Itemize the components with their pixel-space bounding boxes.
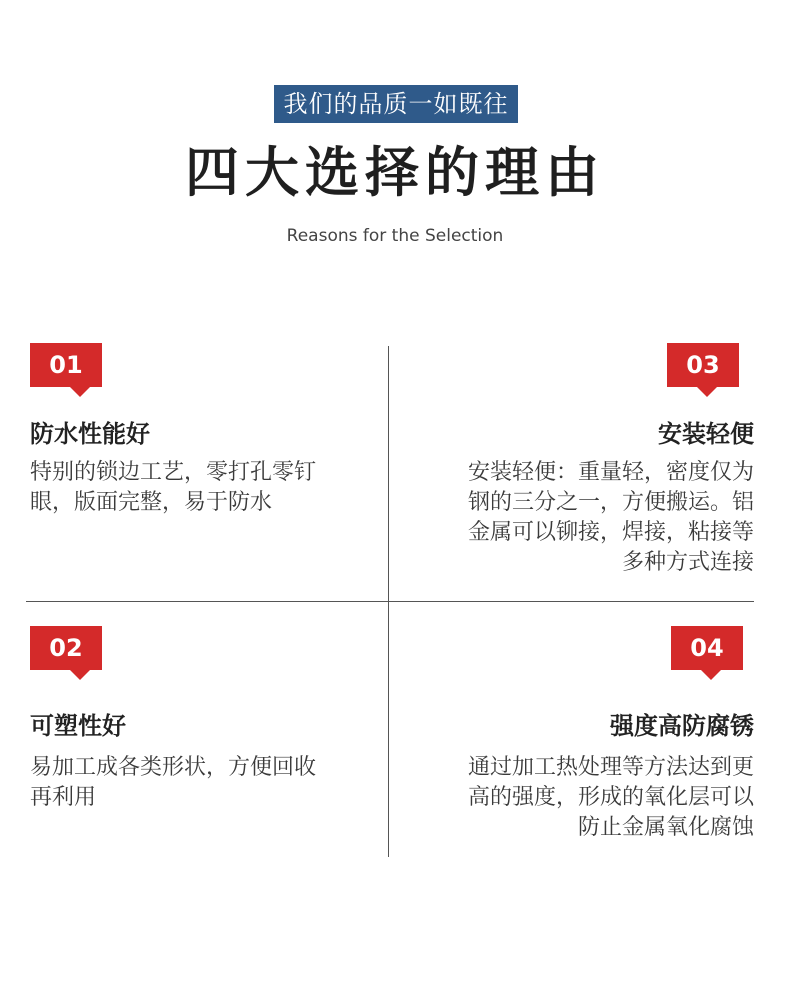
reason-description	[434, 753, 754, 843]
description-line: 易加工成各类形状，方便回收	[30, 755, 317, 780]
description-line: 特别的锁边工艺，零打孔零钉	[30, 460, 317, 485]
description-line: 高的强度，形成的氧化层可以	[467, 785, 754, 810]
description-line: 通过加工热处理等方法达到更	[467, 755, 754, 780]
description-line: 眼，版面完整，易于防水	[30, 490, 273, 515]
reason-title: 安装轻便	[658, 420, 754, 448]
description-line: 再利用	[30, 785, 97, 810]
page-title: 四大选择的理由	[185, 141, 605, 204]
reason-title: 可塑性好	[30, 712, 126, 740]
vertical-divider-top	[388, 346, 389, 601]
horizontal-divider	[26, 601, 754, 602]
page-subtitle: Reasons for the Selection	[286, 226, 504, 246]
vertical-divider-bottom	[388, 602, 389, 857]
description-line: 钢的三分之一，方便搬运。铝	[467, 490, 754, 515]
reason-title: 强度高防腐锈	[610, 712, 754, 740]
number-badge: 01	[30, 343, 102, 387]
tagline-banner: 我们的品质一如既往	[274, 85, 518, 123]
description-line: 多种方式连接	[621, 550, 754, 575]
description-line: 防止金属氧化腐蚀	[577, 815, 754, 840]
number-badge: 04	[671, 626, 743, 670]
reason-title: 防水性能好	[30, 420, 150, 448]
number-badge: 02	[30, 626, 102, 670]
reason-description	[434, 458, 754, 578]
description-line: 安装轻便：重量轻，密度仅为	[467, 460, 754, 485]
number-badge: 03	[667, 343, 739, 387]
reason-description	[30, 458, 374, 518]
reason-description	[30, 753, 374, 813]
description-line: 金属可以铆接，焊接，粘接等	[467, 520, 754, 545]
